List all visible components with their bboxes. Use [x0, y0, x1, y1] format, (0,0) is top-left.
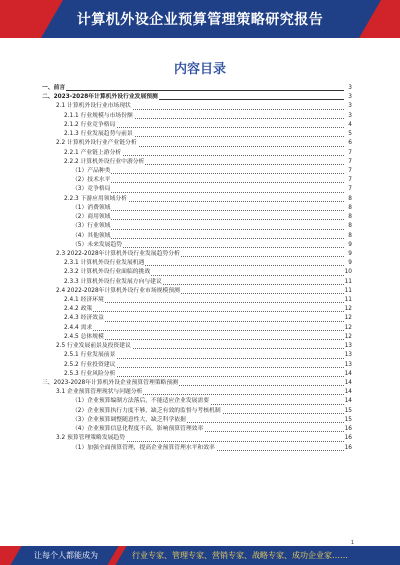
- toc-entry-title: 2.4.1 经济环境: [64, 296, 105, 305]
- toc-entry[interactable]: [42, 370, 352, 379]
- toc-entry[interactable]: [42, 232, 352, 241]
- toc-entry[interactable]: [42, 278, 352, 287]
- toc-leader-dots: [72, 229, 344, 230]
- toc-entry-title: 2.1.1 行业规模与市场份额: [64, 112, 134, 121]
- toc-entry-title: 2.3 2022-2028年计算机外设行业发展趋势分析: [56, 250, 181, 259]
- toc-entry[interactable]: [42, 351, 352, 360]
- toc-entry-title: 二、2023-2028年计算机外设行业发展预测: [42, 93, 159, 102]
- toc-entry-title: 3.2 预算管理策略发展趋势: [56, 434, 126, 443]
- toc-entry-page: 12: [344, 333, 352, 342]
- toc-entry-page: 8: [347, 232, 352, 241]
- toc-entry-page: 8: [347, 222, 352, 231]
- toc-heading: 内容目录: [173, 62, 226, 77]
- toc-entry[interactable]: [42, 407, 352, 416]
- toc-entry[interactable]: [42, 130, 352, 139]
- toc-entry[interactable]: [42, 250, 352, 259]
- toc-entry[interactable]: [42, 287, 352, 296]
- report-footer: [0, 546, 400, 565]
- toc-entry-title: 2.2.3 下游应用领域分析: [64, 195, 128, 204]
- toc-entry-page: 8: [347, 213, 352, 222]
- toc-entry-title: （3）企业预算调整随意性大，缺乏科学依据: [72, 416, 187, 425]
- toc-entry-title: 2.2.2 计算机外设行业中游分析: [64, 158, 145, 167]
- toc-entry[interactable]: [42, 296, 352, 305]
- toc-leader-dots: [64, 321, 344, 322]
- toc-leader-dots: [72, 238, 344, 239]
- toc-leader-dots: [64, 330, 344, 331]
- toc-entry-page: 16: [344, 444, 352, 453]
- toc-entry-page: 9: [347, 241, 352, 250]
- toc-entry[interactable]: [42, 388, 352, 397]
- toc-entry-title: 2.1.2 行业竞争格局: [64, 121, 116, 130]
- toc-entry[interactable]: [42, 185, 352, 194]
- toc-entry[interactable]: [42, 102, 352, 111]
- toc-entry-title: 2.4.4 需求: [64, 324, 93, 333]
- toc-entry[interactable]: [42, 176, 352, 185]
- toc-entry-page: 16: [344, 425, 352, 434]
- toc-entry-page: 8: [347, 204, 352, 213]
- toc-entry-page: 14: [344, 370, 352, 379]
- toc-entry-title: 一、前言: [42, 84, 66, 93]
- toc-leader-dots: [42, 90, 344, 91]
- toc-entry-title: 2.5.1 行业发展前景: [64, 351, 116, 360]
- toc-entry[interactable]: [42, 93, 352, 102]
- toc-entry[interactable]: [42, 314, 352, 323]
- toc-entry[interactable]: [42, 361, 352, 370]
- report-title: 计算机外设企业预算管理策略研究报告: [76, 12, 324, 28]
- toc-leader-dots: [72, 219, 344, 220]
- toc-entry-page: 12: [344, 314, 352, 323]
- toc-entry-title: 2.4.3 经济效益: [64, 314, 105, 323]
- toc-entry-title: （2）企业预算执行力度不够，缺乏有效的监督与考核机制: [72, 407, 222, 416]
- toc-entry-page: 3: [347, 84, 352, 93]
- toc-leader-dots: [64, 311, 344, 312]
- toc-leader-dots: [64, 302, 344, 303]
- toc-entry[interactable]: [42, 333, 352, 342]
- toc-entry[interactable]: [42, 139, 352, 148]
- toc-entry-page: 10: [344, 268, 352, 277]
- toc-entry-page: 9: [347, 250, 352, 259]
- toc-entry[interactable]: [42, 112, 352, 121]
- toc-entry-title: 2.3.2 计算机外设行业面临的挑战: [64, 268, 151, 277]
- footer-services: 行业专家、管理专家、营销专家、战略专家、成功企业家……: [132, 551, 348, 560]
- toc-entry-page: 7: [347, 176, 352, 185]
- toc-entry[interactable]: [42, 121, 352, 130]
- toc-entry[interactable]: [42, 444, 352, 453]
- toc-entry-page: 14: [344, 379, 352, 388]
- toc-leader-dots: [72, 210, 344, 211]
- toc-entry[interactable]: [42, 324, 352, 333]
- toc-entry[interactable]: [42, 84, 352, 93]
- toc-entry-page: 13: [344, 351, 352, 360]
- table-of-contents: [42, 84, 352, 453]
- toc-entry-page: 3: [347, 102, 352, 111]
- toc-entry-page: 7: [347, 149, 352, 158]
- toc-entry-title: 2.4 2022-2028年计算机外设行业市场规模预测: [56, 287, 181, 296]
- toc-entry-page: 11: [344, 287, 352, 296]
- toc-entry[interactable]: [42, 379, 352, 388]
- toc-entry-title: 2.3.3 计算机外设行业发展方向与建议: [64, 278, 163, 287]
- toc-entry[interactable]: [42, 222, 352, 231]
- toc-entry-title: 2.5.3 行业风险分析: [64, 370, 116, 379]
- toc-entry-page: 5: [347, 130, 352, 139]
- toc-entry-title: 2.2 计算机外设行业产业链分析: [56, 139, 138, 148]
- toc-entry-title: （2）技术水平: [72, 176, 111, 185]
- toc-entry[interactable]: [42, 149, 352, 158]
- toc-entry-title: （1）消费领域: [72, 204, 111, 213]
- footer-red-stripe-divider: [108, 546, 127, 565]
- toc-leader-dots: [64, 339, 344, 340]
- toc-entry-page: 11: [344, 278, 352, 287]
- toc-entry-page: 12: [344, 324, 352, 333]
- toc-entry[interactable]: [42, 158, 352, 167]
- toc-entry-page: 7: [347, 167, 352, 176]
- toc-entry-page: 13: [344, 342, 352, 351]
- toc-entry-page: 14: [344, 397, 352, 406]
- toc-leader-dots: [72, 182, 344, 183]
- toc-entry-title: （1）产品种类: [72, 167, 111, 176]
- toc-entry-title: 2.2.1 产业链上游分析: [64, 149, 122, 158]
- toc-entry-title: 3.1 企业预算管理现状与问题分析: [56, 388, 143, 397]
- toc-entry[interactable]: [42, 195, 352, 204]
- toc-entry[interactable]: [42, 425, 352, 434]
- toc-entry[interactable]: [42, 397, 352, 406]
- toc-entry[interactable]: [42, 342, 352, 351]
- toc-entry-page: 15: [344, 416, 352, 425]
- toc-entry-page: 6: [347, 139, 352, 148]
- toc-entry-page: 7: [347, 185, 352, 194]
- toc-entry-page: 8: [347, 195, 352, 204]
- toc-entry-title: （4）其他领域: [72, 232, 111, 241]
- toc-entry-page: 11: [344, 296, 352, 305]
- footer-slogan: 让每个人都能成为: [34, 551, 98, 560]
- toc-entry[interactable]: [42, 268, 352, 277]
- toc-entry[interactable]: [42, 213, 352, 222]
- toc-entry-title: 2.5 行业发展前景及投资建议: [56, 342, 132, 351]
- toc-entry-title: 2.1 计算机外设行业市场现状: [56, 102, 132, 111]
- toc-entry-title: （1）企业预算编制方法落后，不能适应企业发展需要: [72, 397, 210, 406]
- toc-entry-title: 2.5.2 行业投资建议: [64, 361, 116, 370]
- toc-entry-page: 3: [347, 93, 352, 102]
- toc-entry-title: （2）商用领域: [72, 213, 111, 222]
- toc-entry-title: （3）行业领域: [72, 222, 111, 231]
- toc-entry-title: 2.4.5 总体规模: [64, 333, 105, 342]
- toc-entry[interactable]: [42, 305, 352, 314]
- page-number: 1: [350, 540, 354, 546]
- toc-leader-dots: [72, 173, 344, 174]
- toc-entry[interactable]: [42, 241, 352, 250]
- toc-entry-page: 12: [344, 305, 352, 314]
- toc-entry-title: （4）企业预算信息化程度不高，影响预算管理效率: [72, 425, 204, 434]
- toc-entry-title: 2.4.2 政策: [64, 305, 93, 314]
- toc-entry-page: 14: [344, 388, 352, 397]
- toc-entry-page: 4: [347, 121, 352, 130]
- toc-entry[interactable]: [42, 434, 352, 443]
- toc-entry-title: （3）竞争格局: [72, 185, 111, 194]
- toc-entry-page: 13: [344, 361, 352, 370]
- toc-entry[interactable]: [42, 259, 352, 268]
- toc-entry-page: 3: [347, 112, 352, 121]
- toc-entry-page: 7: [347, 158, 352, 167]
- toc-entry[interactable]: [42, 167, 352, 176]
- toc-entry[interactable]: [42, 204, 352, 213]
- toc-entry-title: （1）加强全面预算管理，提高企业预算管理水平和效率: [72, 444, 216, 453]
- toc-entry-page: 9: [347, 259, 352, 268]
- toc-entry-title: （5）未来发展趋势: [72, 241, 123, 250]
- footer-red-stripe-left: [0, 546, 21, 565]
- toc-entry-page: 15: [344, 407, 352, 416]
- toc-entry-title: 2.1.3 行业发展趋势与前景: [64, 130, 134, 139]
- toc-entry-title: 三、2023-2028年计算机外设企业预算管理策略预测: [42, 379, 179, 388]
- toc-entry-title: 2.3.1 计算机外设行业发展机遇: [64, 259, 145, 268]
- report-header: [0, 0, 400, 38]
- toc-leader-dots: [72, 192, 344, 193]
- toc-entry[interactable]: [42, 416, 352, 425]
- toc-entry-page: 16: [344, 434, 352, 443]
